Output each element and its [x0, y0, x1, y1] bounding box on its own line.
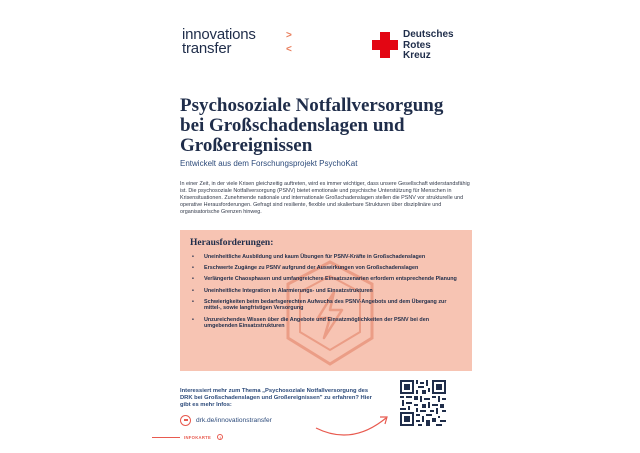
info-card — [152, 8, 488, 448]
footer — [152, 434, 223, 440]
list-item: • Schwierigkeiten beim bedarfsgerechten Aufwuchs des PSNV-Angebots und dem Übergang zur mittel-, sowie langfristigen Versorgung — [190, 299, 462, 312]
page-title: Psychosoziale Notfallversorgung bei Großschadenslagen und Großereignissen — [180, 95, 444, 156]
list-item: • Verlängerte Chaosphasen und umfangreichere Einsatzszenarien erfordern entsprechende Planung — [190, 276, 462, 283]
cta-text: Interessiert mehr zum Thema „Psychosoziale Notfallversorgung des DRK bei Großschadenslagen und Großereignissen" zu erfahren? Hier gibt es mehr Infos: — [180, 388, 372, 409]
list-item: • Unzureichendes Wissen über die Angebote und Einsatzmöglichkeiten der PSNV bei den umgebenden Einsatzstrukturen — [190, 317, 462, 330]
brand-line1: innovations — [182, 26, 256, 43]
brand-accent-icon: >< — [286, 30, 292, 55]
brand-line2: transfer — [182, 40, 232, 57]
challenges-list — [190, 254, 462, 334]
intro-paragraph: In einer Zeit, in der viele Krisen gleichzeitig auftreten, wird es immer wichtiger, dass unsere Gesellschaft widerstandsfähig ist. Die psychosoziale Notfallversorgung (PSNV) bietet emotionale und psychische Unterstützung für Menschen in Krisensituationen. Zunehmende nationale und internationale Großschadenslagen stellen die PSNV vor strukturelle und operative Herausforderungen. Gefragt sind resiliente, flexible und skalierbare Strukturen über disziplinäre und organisatorische Grenzen hinweg. — [180, 181, 470, 215]
list-item: • Uneinheitliche Integration in Alarmierungs- und Einsatzstrukturen — [190, 288, 462, 295]
info-icon: i — [217, 434, 223, 440]
challenges-heading: Herausforderungen: — [190, 238, 274, 248]
cta-url[interactable]: drk.de/innovationstransfer — [196, 416, 272, 424]
drk-logo — [372, 30, 472, 62]
drk-name: Deutsches Rotes Kreuz — [403, 29, 454, 61]
footer-label: INFOKARTE — [184, 434, 212, 440]
page-subtitle: Entwickelt aus dem Forschungsprojekt PsychoKat — [180, 159, 358, 168]
link-arrow-icon — [180, 415, 191, 426]
challenges-box — [180, 230, 472, 371]
innovationstransfer-logo — [182, 28, 292, 56]
qr-code-icon[interactable] — [400, 380, 446, 426]
list-item: • Erschwerte Zugänge zu PSNV aufgrund der Auswirkungen von Großschadenslagen — [190, 265, 462, 272]
list-item: • Uneinheitliche Ausbildung und kaum Übungen für PSNV-Kräfte in Großschadenslagen — [190, 254, 462, 261]
red-cross-icon — [372, 32, 398, 58]
cta-link[interactable] — [180, 414, 272, 426]
footer-divider — [152, 437, 180, 438]
curved-arrow-icon — [312, 408, 392, 440]
